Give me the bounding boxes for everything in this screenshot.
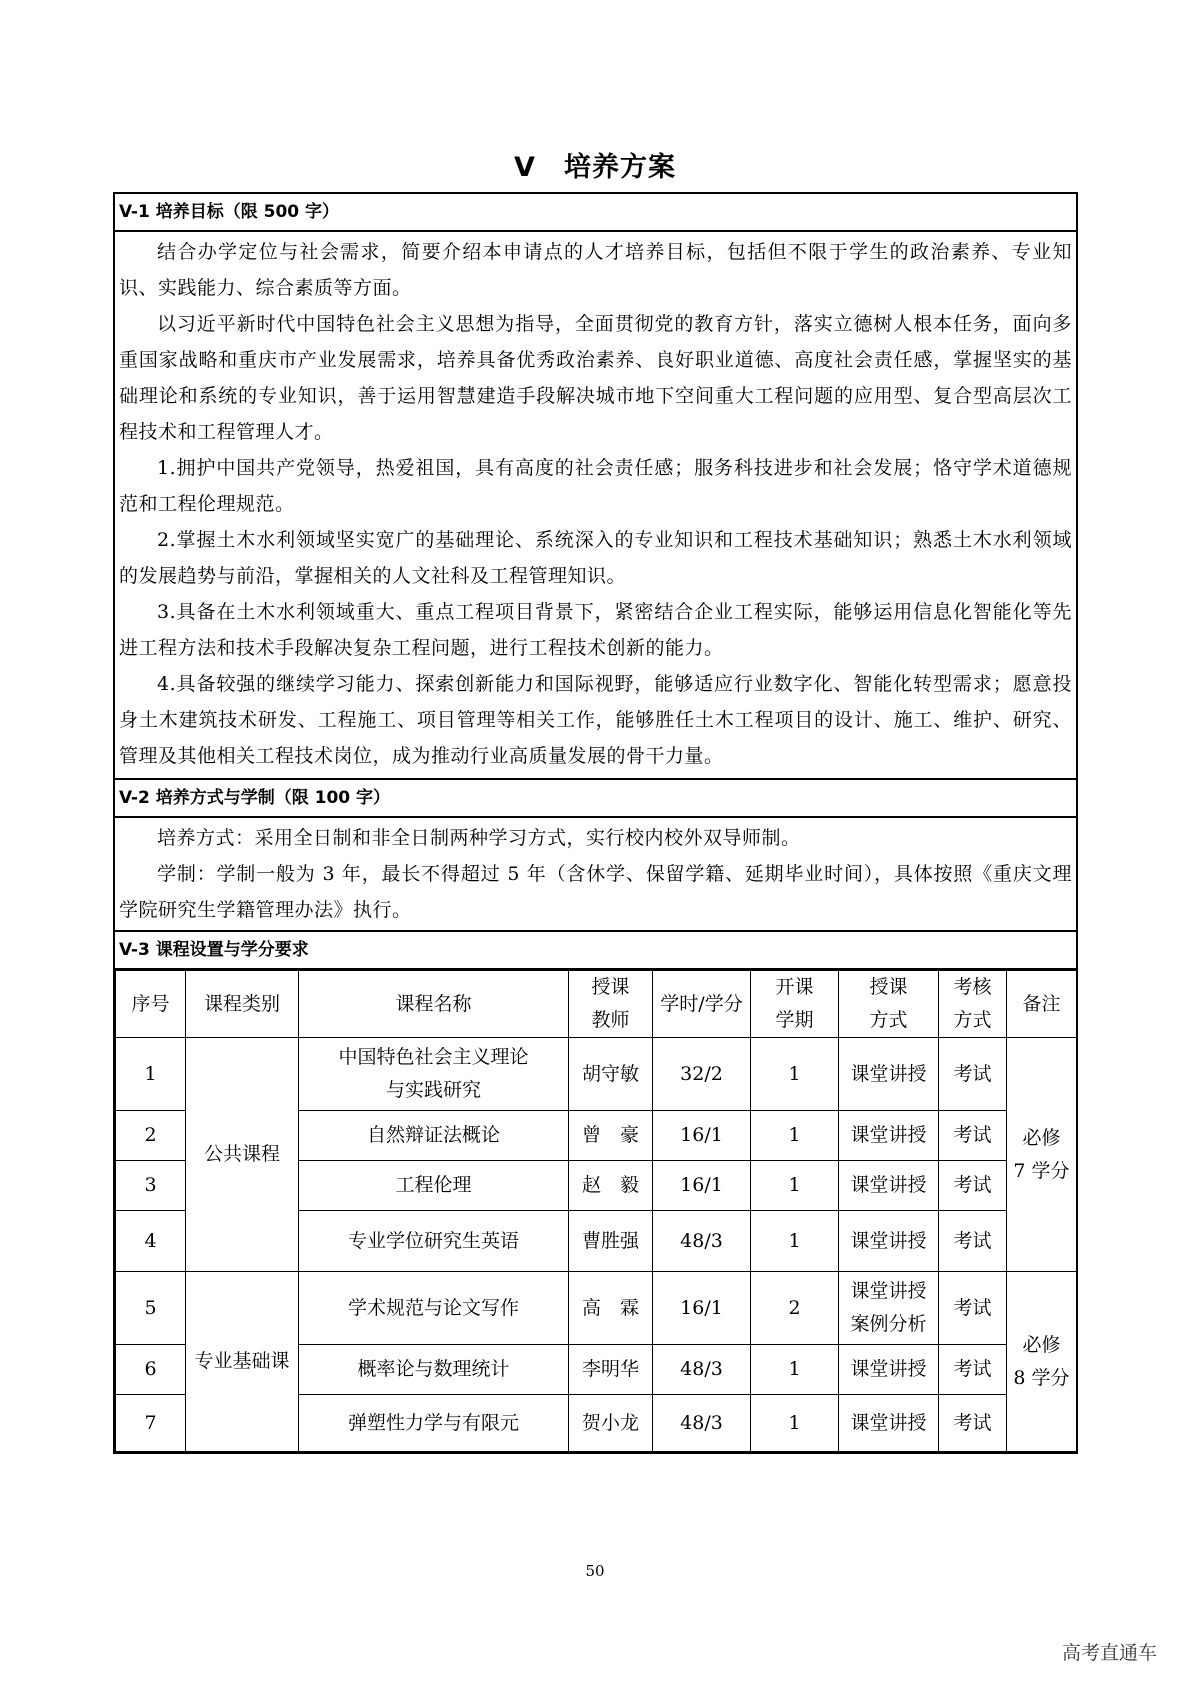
cell-exam: 考试 (939, 1161, 1007, 1211)
cell-hours: 16/1 (653, 1272, 751, 1345)
cell-no: 5 (116, 1272, 186, 1345)
cell-term: 1 (751, 1038, 839, 1111)
paragraph: 4.具备较强的继续学习能力、探索创新能力和国际视野，能够适应行业数字化、智能化转型需求；愿意投身土木建筑技术研发、工程施工、项目管理等相关工作，能够胜任土木工程项目的设计、施工、维护、研究、管理及其他相关工程技术岗位，成为推动行业高质量发展的骨干力量。 (119, 673, 1072, 767)
cell-name: 弹塑性力学与有限元 (299, 1395, 569, 1452)
cell-teacher: 胡守敏 (569, 1038, 653, 1111)
col-header-remark: 备注 (1007, 971, 1077, 1038)
cell-exam: 考试 (939, 1211, 1007, 1272)
cell-remark: 必修 7 学分 (1007, 1038, 1077, 1272)
cell-teacher: 曾 豪 (569, 1111, 653, 1161)
paragraph: 结合办学定位与社会需求，简要介绍本申请点的人才培养目标，包括但不限于学生的政治素养、专业知识、实践能力、综合素质等方面。 (119, 241, 1072, 299)
cell-method: 课堂讲授 (839, 1345, 939, 1395)
cell-teacher: 高 霖 (569, 1272, 653, 1345)
col-header-category: 课程类别 (186, 971, 299, 1038)
training-goals-body (115, 232, 1076, 778)
cell-no: 6 (116, 1345, 186, 1395)
cell-no: 3 (116, 1161, 186, 1211)
section-heading-training-mode: V-2 培养方式与学制（限 100 字） (115, 778, 1076, 818)
cell-method: 课堂讲授 (839, 1161, 939, 1211)
section-heading-courses: V-3 课程设置与学分要求 (115, 930, 1076, 970)
course-table (115, 970, 1077, 1452)
cell-remark: 必修 8 学分 (1007, 1272, 1077, 1452)
col-header-exam: 考核 方式 (939, 971, 1007, 1038)
cell-method: 课堂讲授 案例分析 (839, 1272, 939, 1345)
paragraph: 2.掌握土木水利领域坚实宽广的基础理论、系统深入的专业知识和工程技术基础知识；熟悉土木水利领域的发展趋势与前沿，掌握相关的人文社科及工程管理知识。 (119, 529, 1072, 587)
table-row (116, 1272, 1077, 1345)
col-header-method: 授课 方式 (839, 971, 939, 1038)
training-mode-body (115, 818, 1076, 930)
cell-method: 课堂讲授 (839, 1395, 939, 1452)
cell-method: 课堂讲授 (839, 1211, 939, 1272)
cell-teacher: 曹胜强 (569, 1211, 653, 1272)
cell-teacher: 李明华 (569, 1345, 653, 1395)
page-number: 50 (585, 1562, 605, 1580)
cell-hours: 32/2 (653, 1038, 751, 1111)
cell-exam: 考试 (939, 1038, 1007, 1111)
col-header-hours: 学时/学分 (653, 971, 751, 1038)
cell-hours: 16/1 (653, 1111, 751, 1161)
cell-name: 工程伦理 (299, 1161, 569, 1211)
cell-name: 中国特色社会主义理论 与实践研究 (299, 1038, 569, 1111)
paragraph: 以习近平新时代中国特色社会主义思想为指导，全面贯彻党的教育方针，落实立德树人根本任务，面向多重国家战略和重庆市产业发展需求，培养具备优秀政治素养、良好职业道德、高度社会责任感，掌握坚实的基础理论和系统的专业知识，善于运用智慧建造手段解决城市地下空间重大工程问题的应用型、复合型高层次工程技术和工程管理人才。 (119, 313, 1072, 443)
cell-method: 课堂讲授 (839, 1111, 939, 1161)
cell-no: 4 (116, 1211, 186, 1272)
cell-teacher: 贺小龙 (569, 1395, 653, 1452)
col-header-term: 开课 学期 (751, 971, 839, 1038)
watermark-text: 高考直通车 (1061, 1642, 1157, 1664)
cell-no: 7 (116, 1395, 186, 1452)
page-title: V 培养方案 (514, 152, 676, 183)
cell-hours: 48/3 (653, 1345, 751, 1395)
paragraph: 1.拥护中国共产党领导，热爱祖国，具有高度的社会责任感；服务科技进步和社会发展；恪守学术道德规范和工程伦理规范。 (119, 457, 1072, 515)
table-header-row (116, 971, 1077, 1038)
cell-exam: 考试 (939, 1345, 1007, 1395)
paragraph: 培养方式：采用全日制和非全日制两种学习方式，实行校内校外双导师制。 (157, 827, 801, 849)
cell-term: 1 (751, 1161, 839, 1211)
cell-name: 自然辩证法概论 (299, 1111, 569, 1161)
paragraph: 3.具备在土木水利领域重大、重点工程项目背景下，紧密结合企业工程实际，能够运用信息化智能化等先进工程方法和技术手段解决复杂工程问题，进行工程技术创新的能力。 (119, 601, 1072, 659)
cell-hours: 48/3 (653, 1211, 751, 1272)
cell-exam: 考试 (939, 1111, 1007, 1161)
cell-category: 公共课程 (186, 1038, 299, 1272)
cell-exam: 考试 (939, 1395, 1007, 1452)
cell-no: 1 (116, 1038, 186, 1111)
cell-name: 概率论与数理统计 (299, 1345, 569, 1395)
col-header-teacher: 授课 教师 (569, 971, 653, 1038)
cell-exam: 考试 (939, 1272, 1007, 1345)
col-header-name: 课程名称 (299, 971, 569, 1038)
section-heading-training-goals: V-1 培养目标（限 500 字） (115, 194, 1076, 232)
cell-term: 2 (751, 1272, 839, 1345)
training-plan-form (113, 192, 1078, 1454)
cell-no: 2 (116, 1111, 186, 1161)
cell-hours: 16/1 (653, 1161, 751, 1211)
cell-teacher: 赵 毅 (569, 1161, 653, 1211)
table-row (116, 1038, 1077, 1111)
paragraph: 学制：学制一般为 3 年，最长不得超过 5 年（含休学、保留学籍、延期毕业时间），具体按照《重庆文理学院研究生学籍管理办法》执行。 (119, 863, 1072, 921)
cell-method: 课堂讲授 (839, 1038, 939, 1111)
col-header-no: 序号 (116, 971, 186, 1038)
cell-name: 专业学位研究生英语 (299, 1211, 569, 1272)
cell-term: 1 (751, 1211, 839, 1272)
cell-term: 1 (751, 1395, 839, 1452)
cell-category: 专业基础课 (186, 1272, 299, 1452)
cell-hours: 48/3 (653, 1395, 751, 1452)
cell-term: 1 (751, 1345, 839, 1395)
cell-name: 学术规范与论文写作 (299, 1272, 569, 1345)
cell-term: 1 (751, 1111, 839, 1161)
